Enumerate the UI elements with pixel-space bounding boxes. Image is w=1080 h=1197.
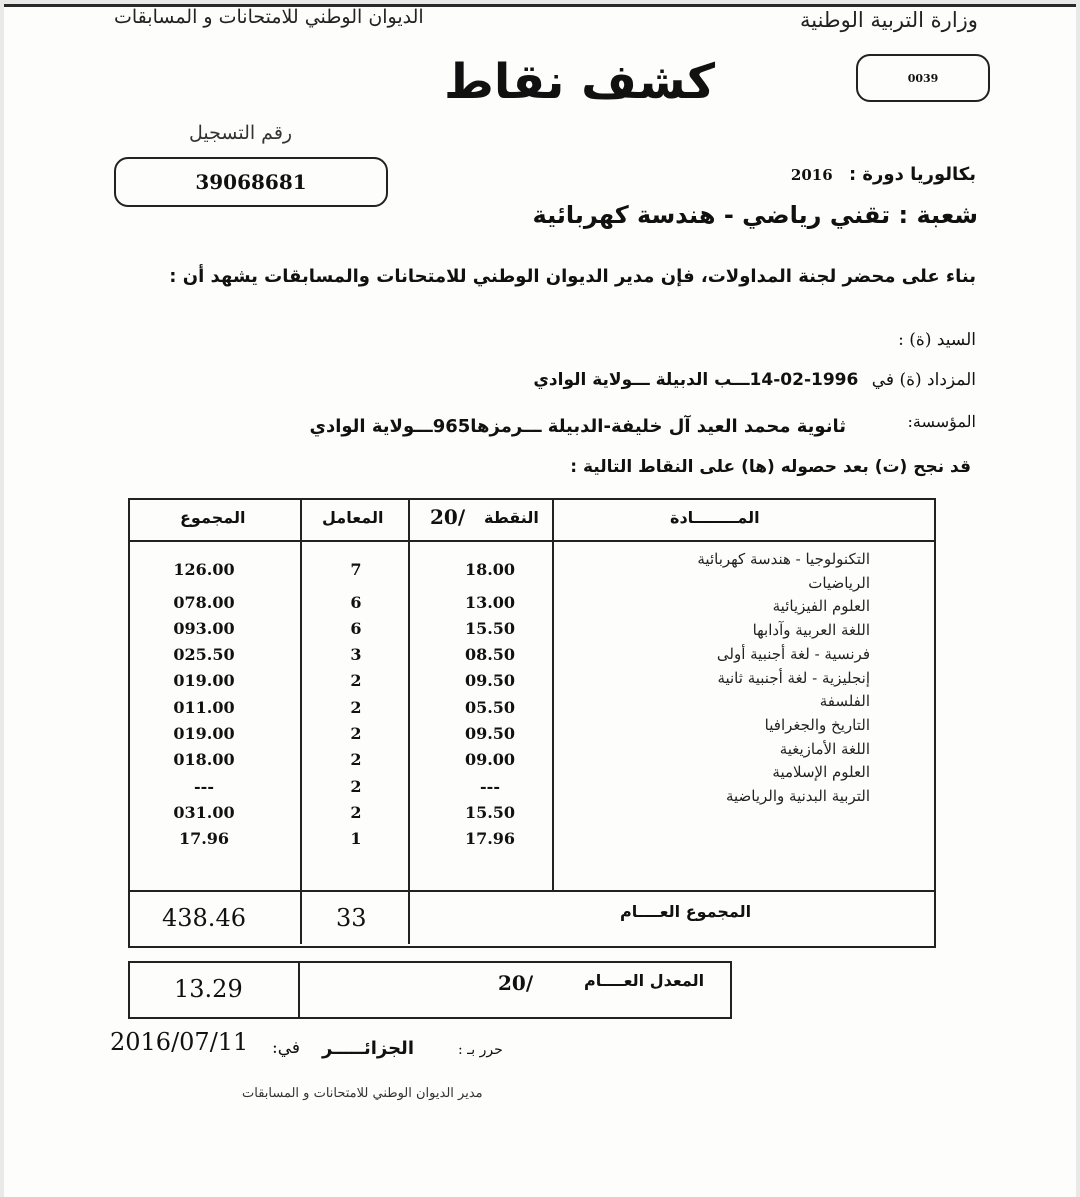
grade-grade-cell: 05.50: [464, 698, 516, 717]
made-in-label: حرر بـ :: [458, 1042, 503, 1058]
grade-total-cell: 025.50: [173, 645, 235, 664]
average-scale: 20/: [498, 971, 534, 995]
session-line: [791, 164, 976, 185]
registration-label: رقم التسجيل: [189, 122, 293, 144]
grade-total-cell: 018.00: [173, 750, 235, 769]
header-grade-scale: 20/: [430, 505, 466, 529]
grade-total-cell: 126.00: [173, 560, 235, 579]
grade-total-cell: 019.00: [173, 724, 235, 743]
grade-grade-cell: 09.50: [464, 724, 516, 743]
grade-grade-cell: 15.50: [464, 619, 516, 638]
subject-name: التاريخ والجغرافيا: [764, 715, 870, 734]
grand-total-label: المجموع العــــام: [620, 902, 752, 921]
birth-label: المزداد (ة) في: [871, 370, 976, 390]
branch-line: شعبة : تقني رياضي - هندسة كهربائية: [532, 201, 978, 229]
grade-total-cell: 011.00: [173, 698, 235, 717]
success-statement: قد نجح (ت) بعد حصوله (ها) على النقاط التالية :: [570, 457, 971, 477]
serial-number-box: 0039: [856, 54, 990, 102]
grade-coef-cell: 6: [350, 619, 362, 638]
grade-grade-cell: ---: [480, 777, 500, 796]
grade-coef-cell: 2: [350, 698, 362, 717]
grade-grade-cell: 18.00: [464, 560, 516, 579]
average-value: 13.29: [174, 975, 243, 1003]
issue-on-label: في:: [272, 1038, 301, 1058]
subject-name: العلوم الفيزيائية: [772, 597, 870, 616]
document-title: كشف نقاط: [444, 54, 716, 110]
subject-name: التكنولوجيا - هندسة كهربائية: [697, 550, 870, 568]
director-signature: مدير الديوان الوطني للامتحانات و المسابقات: [242, 1086, 483, 1101]
grade-grade-cell: 08.50: [464, 645, 516, 664]
intro-statement: بناء على محضر لجنة المداولات، فإن مدير الديوان الوطني للامتحانات والمسابقات يشهد أن :: [169, 266, 976, 287]
session-label: بكالوريا دورة :: [848, 164, 976, 185]
grade-grade-cell: 09.50: [464, 671, 516, 690]
transcript-page: [4, 4, 1076, 1197]
subject-name: العلوم الإسلامية: [772, 763, 870, 782]
column-divider: [408, 500, 410, 944]
grade-coef-cell: 1: [350, 829, 362, 848]
grade-grade-cell: 13.00: [464, 593, 516, 612]
subject-name: فرنسية - لغة أجنبية أولى: [716, 644, 870, 663]
grade-total-cell: 031.00: [173, 803, 235, 822]
grand-total-value: 438.46: [162, 904, 246, 932]
grade-total-cell: ---: [194, 777, 214, 796]
subject-name: اللغة الأمازيغية: [779, 739, 870, 758]
grade-coef-cell: 2: [350, 671, 362, 690]
issue-date: 2016/07/11: [110, 1028, 249, 1056]
school-value: ثانوية محمد العيد آل خليفة-الدبيلة ـــرمزها965ـــولاية الوادي: [309, 416, 846, 437]
header-grade: النقطة: [484, 508, 539, 527]
subject-name: الفلسفة: [819, 692, 870, 711]
ministry-header: وزارة التربية الوطنية: [800, 8, 978, 32]
header-divider: [130, 540, 934, 542]
grade-total-cell: 019.00: [173, 671, 235, 690]
grades-table: [128, 498, 936, 948]
column-divider: [300, 500, 302, 944]
grade-coef-cell: 2: [350, 724, 362, 743]
subject-name: إنجليزية - لغة أجنبية ثانية: [717, 668, 870, 687]
column-divider: [552, 500, 554, 892]
grade-coef-cell: 6: [350, 593, 362, 612]
grade-total-cell: 17.96: [178, 829, 230, 848]
average-divider: [298, 963, 300, 1017]
subject-name: الرياضيات: [808, 573, 870, 592]
session-year: 2016: [790, 166, 833, 184]
grade-grade-cell: 17.96: [464, 829, 516, 848]
grade-coef-cell: 7: [350, 560, 362, 579]
average-box: [128, 961, 732, 1019]
grade-grade-cell: 09.00: [464, 750, 516, 769]
candidate-name-label: السيد (ة) :: [898, 330, 976, 350]
office-header: الديوان الوطني للامتحانات و المسابقات: [114, 6, 424, 28]
average-label: المعدل العــــام: [584, 971, 705, 990]
subject-name: التربية البدنية والرياضية: [725, 787, 870, 805]
grade-coef-cell: 2: [350, 803, 362, 822]
grade-grade-cell: 15.50: [464, 803, 516, 822]
grade-coef-cell: 3: [350, 645, 362, 664]
total-divider: [130, 890, 934, 892]
grade-coef-cell: 2: [350, 750, 362, 769]
header-coef: المعامل: [322, 508, 384, 527]
grand-total-coef: 33: [336, 904, 367, 932]
grade-coef-cell: 2: [350, 777, 362, 796]
header-total: المجموع: [180, 508, 246, 527]
grade-total-cell: 093.00: [173, 619, 235, 638]
subject-name: اللغة العربية وآدابها: [752, 621, 870, 640]
issue-city: الجزائـــــر: [322, 1038, 414, 1059]
registration-number: 39068681: [114, 157, 388, 207]
grade-total-cell: 078.00: [173, 593, 235, 612]
header-subject: المــــــــادة: [670, 508, 760, 527]
birth-value: 1996-02-14ـــب الدبيلة ـــولاية الوادي: [533, 370, 859, 390]
school-label: المؤسسة:: [907, 412, 976, 431]
birth-line: [533, 370, 976, 390]
